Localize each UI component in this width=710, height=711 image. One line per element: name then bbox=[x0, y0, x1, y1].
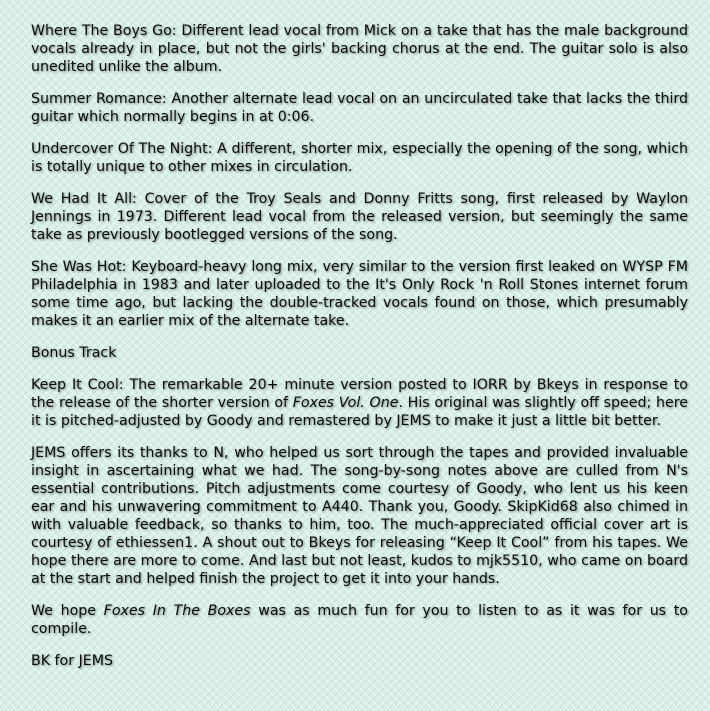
note-where-the-boys-go: Where The Boys Go: Different lead vocal from Mick on a take that has the male background vocals already in place, but not the girls' backing chorus at the end. The guitar solo is also unedited unlike the album. bbox=[31, 23, 688, 75]
note-undercover-of-the-night: Undercover Of The Night: A different, shorter mix, especially the opening of the song, which is totally unique to other mixes in circulation. bbox=[31, 141, 688, 175]
liner-notes bbox=[31, 22, 688, 684]
note-she-was-hot: She Was Hot: Keyboard-heavy long mix, very similar to the version first leaked on WYSP FM Philadelphia in 1983 and later uploaded to the It's Only Rock 'n Roll Stones internet forum some time ago, but lacking the double-tracked vocals found on those, which presumably makes it an earlier mix of the alternate take. bbox=[31, 259, 688, 329]
keep-it-cool-text-before: Keep It Cool: The remarkable 20+ minute version posted to IORR by Bkeys in response to the release of the shorter version of bbox=[31, 377, 688, 411]
keep-it-cool-text-after: . His original was slightly off speed; here it is pitched-adjusted by Goody and remastered by JEMS to make it just a little bit better. bbox=[31, 395, 688, 429]
note-keep-it-cool bbox=[31, 376, 688, 430]
note-we-had-it-all: We Had It All: Cover of the Troy Seals and Donny Fritts song, first released by Waylon Jennings in 1973. Different lead vocal from the released version, but seemingly the same take as previously bootlegged versions of the song. bbox=[31, 191, 688, 243]
note-summer-romance: Summer Romance: Another alternate lead vocal on an uncirculated take that lacks the third guitar which normally begins in at 0:06. bbox=[31, 91, 688, 125]
closing-text-after: was as much fun for you to listen to as it was for us to compile. bbox=[31, 603, 688, 637]
signature: BK for JEMS bbox=[31, 653, 113, 669]
album-title-foxes-in-the-boxes: Foxes In The Boxes bbox=[103, 603, 251, 619]
closing-text-before: We hope bbox=[31, 603, 104, 619]
thanks-paragraph: JEMS offers its thanks to N, who helped us sort through the tapes and provided invaluable insight in ascertaining what we had. The song-by-song notes above are culled from N's essential contributions. Pitch adjustments come courtesy of Goody, who lent us his keen ear and his unwavering commitment to A440. Thank you, Goody. SkipKid68 also chimed in with valuable feedback, so thanks to him, too. The much-appreciated official cover art is courtesy of ethiessen1. A shout out to Bkeys for releasing “Keep It Cool” from his tapes. We hope there are more to come. And last but not least, kudos to mjk5510, who came on board at the start and helped finish the project to get it into your hands. bbox=[31, 445, 688, 587]
album-title-foxes-vol-one: Foxes Vol. One bbox=[292, 395, 399, 411]
bonus-track-heading: Bonus Track bbox=[31, 345, 117, 361]
closing-paragraph bbox=[31, 602, 688, 638]
